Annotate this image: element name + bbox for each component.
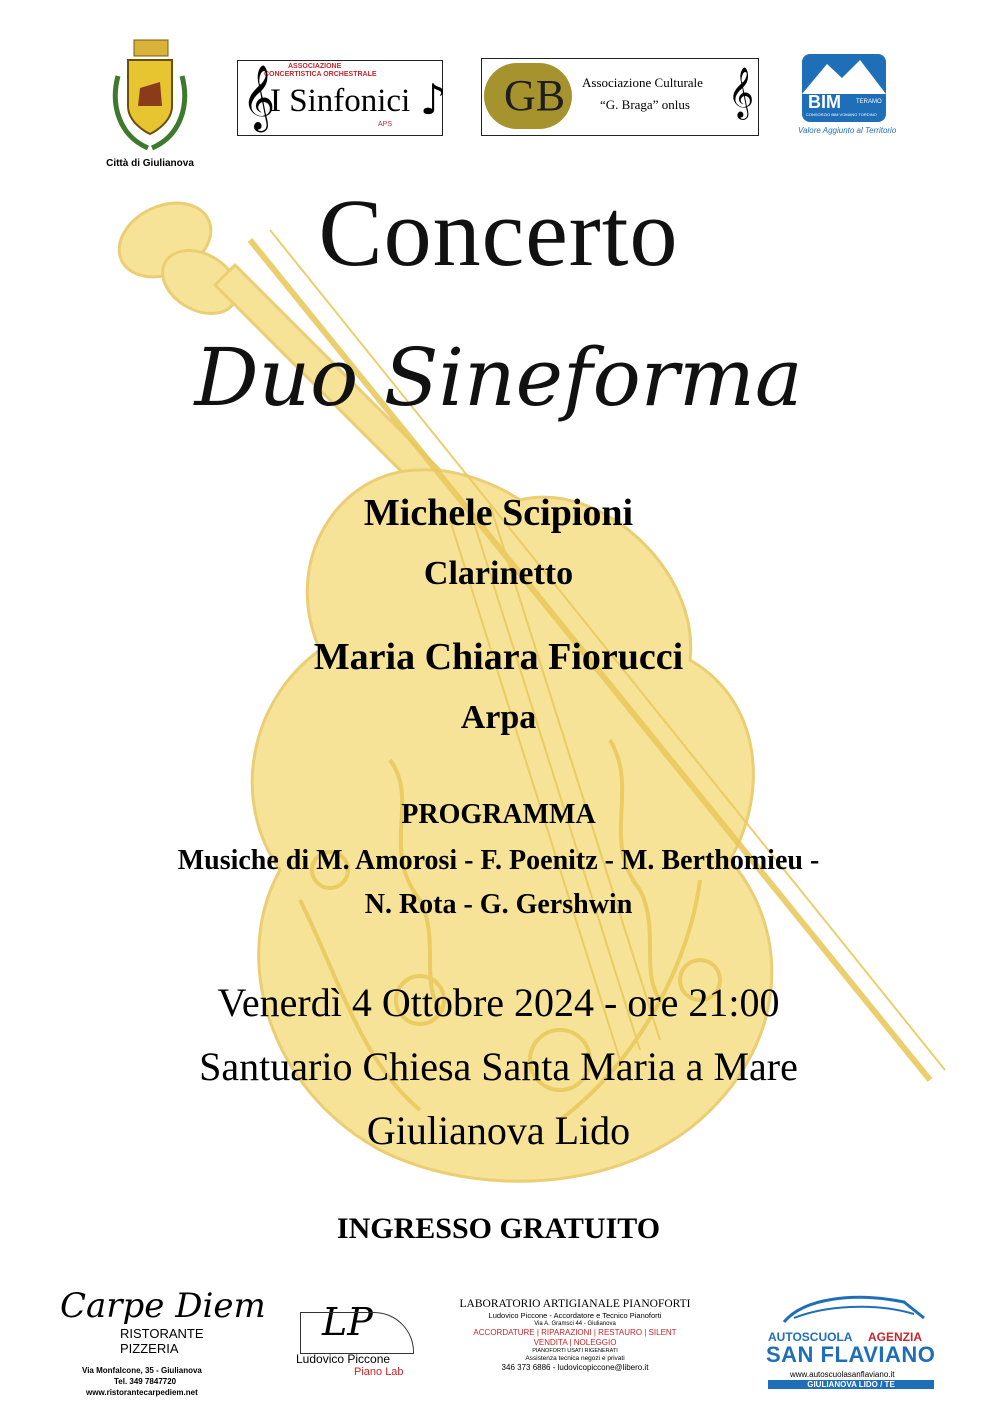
braga-logo xyxy=(481,58,759,136)
autoscuola-name: SAN FLAVIANO xyxy=(766,1342,936,1367)
lab-sub: Ludovico Piccone - Accordatore e Tecnico Pianoforti xyxy=(488,1311,662,1320)
lab-title: LABORATORIO ARTIGIANALE PIANOFORTI xyxy=(459,1298,691,1310)
lab-used: PIANOFORTI USATI RIGENERATI xyxy=(532,1348,618,1354)
event-city: Giulianova Lido xyxy=(366,1108,631,1153)
autoscuola-line1: AUTOSCUOLA xyxy=(768,1330,853,1344)
subtitle: Duo Sineforma xyxy=(194,331,803,424)
piccone-mono: LP xyxy=(322,1300,373,1344)
carpe-diem-logo xyxy=(60,1286,266,1397)
laboratorio-info xyxy=(440,1298,710,1384)
sinfonici-name: I Sinfonici xyxy=(270,83,411,119)
carpe-tel: Tel. 349 7847720 xyxy=(114,1377,177,1386)
bimo-teramo: TERAMO xyxy=(856,99,882,105)
autoscuola-place: GIULIANOVA LIDO / TE xyxy=(768,1380,934,1389)
page-title: Concerto xyxy=(318,179,679,286)
lab-assist: Assistenza tecnica negozi e privati xyxy=(525,1355,625,1362)
program-heading: PROGRAMMA xyxy=(401,799,596,830)
bimo-tagline: Valore Aggiunto al Territorio xyxy=(798,126,897,135)
piccone-lab: Piano Lab xyxy=(354,1366,404,1378)
carpe-address: Via Monfalcone, 35 - Giulianova xyxy=(82,1366,202,1375)
entry-note: INGRESSO GRATUITO xyxy=(336,1212,661,1245)
lab-services-1: ACCORDATURE | RIPARAZIONI | RESTAURO | SILENT xyxy=(473,1328,677,1337)
carpe-web: www.ristorantecarpediem.net xyxy=(86,1388,198,1397)
bimo-box xyxy=(802,54,886,122)
sinfonici-small2: CONCERTISTICA ORCHESTRALE xyxy=(264,71,377,78)
carpe-type: RISTORANTE PIZZERIA xyxy=(120,1326,204,1356)
car-outline-icon xyxy=(764,1288,938,1328)
bimo-logo xyxy=(798,54,897,144)
coat-of-arms-icon xyxy=(100,36,200,156)
lab-contact: 346 373 6886 - ludovicopiccone@libero.it xyxy=(501,1363,649,1372)
autoscuola-logo xyxy=(764,1288,938,1392)
music-note-icon: ♪ xyxy=(420,75,447,124)
bimo-name: BIM xyxy=(808,92,841,112)
event-venue: Santuario Chiesa Santa Maria a Mare xyxy=(199,1044,798,1089)
carpe-name: Carpe Diem xyxy=(60,1286,266,1326)
performer-2-instrument: Arpa xyxy=(460,699,537,736)
piccone-logo xyxy=(292,1300,426,1382)
performer-1-instrument: Clarinetto xyxy=(423,555,574,592)
sinfonici-small1: ASSOCIAZIONE xyxy=(288,63,342,70)
lab-services-2: VENDITA | NOLEGGIO xyxy=(533,1338,617,1347)
braga-line2: “G. Braga” onlus xyxy=(600,97,690,112)
piano-outline xyxy=(300,1312,414,1354)
treble-clef-icon: 𝄞 xyxy=(728,67,755,118)
braga-line1: Associazione Culturale xyxy=(582,75,703,90)
performer-1-name: Michele Scipioni xyxy=(363,492,634,534)
program-line-2: N. Rota - G. Gershwin xyxy=(364,889,633,920)
city-label: Città di Giulianova xyxy=(106,158,194,169)
bimo-small: CONSORZIO BIM VOMANO TORDINO xyxy=(806,112,877,117)
autoscuola-web: www.autoscuolasanflaviano.it xyxy=(790,1370,895,1379)
sinfonici-aps: APS xyxy=(378,121,393,128)
mountain-icon xyxy=(802,54,886,94)
performer-2-name: Maria Chiara Fiorucci xyxy=(313,636,684,678)
autoscuola-line2: AGENZIA xyxy=(868,1330,922,1344)
braga-mono: GB xyxy=(504,71,566,120)
event-date: Venerdì 4 Ottobre 2024 - ore 21:00 xyxy=(217,980,780,1025)
piccone-name: Ludovico Piccone xyxy=(296,1352,391,1366)
sinfonici-logo xyxy=(237,60,447,136)
lab-addr: Via A. Gramsci 44 - Giulianova xyxy=(534,1321,616,1327)
program-line-1: Musiche di M. Amorosi - F. Poenitz - M. Berthomieu - xyxy=(177,845,820,876)
treble-clef-icon: 𝄞 xyxy=(242,65,276,128)
city-logo xyxy=(100,36,200,170)
